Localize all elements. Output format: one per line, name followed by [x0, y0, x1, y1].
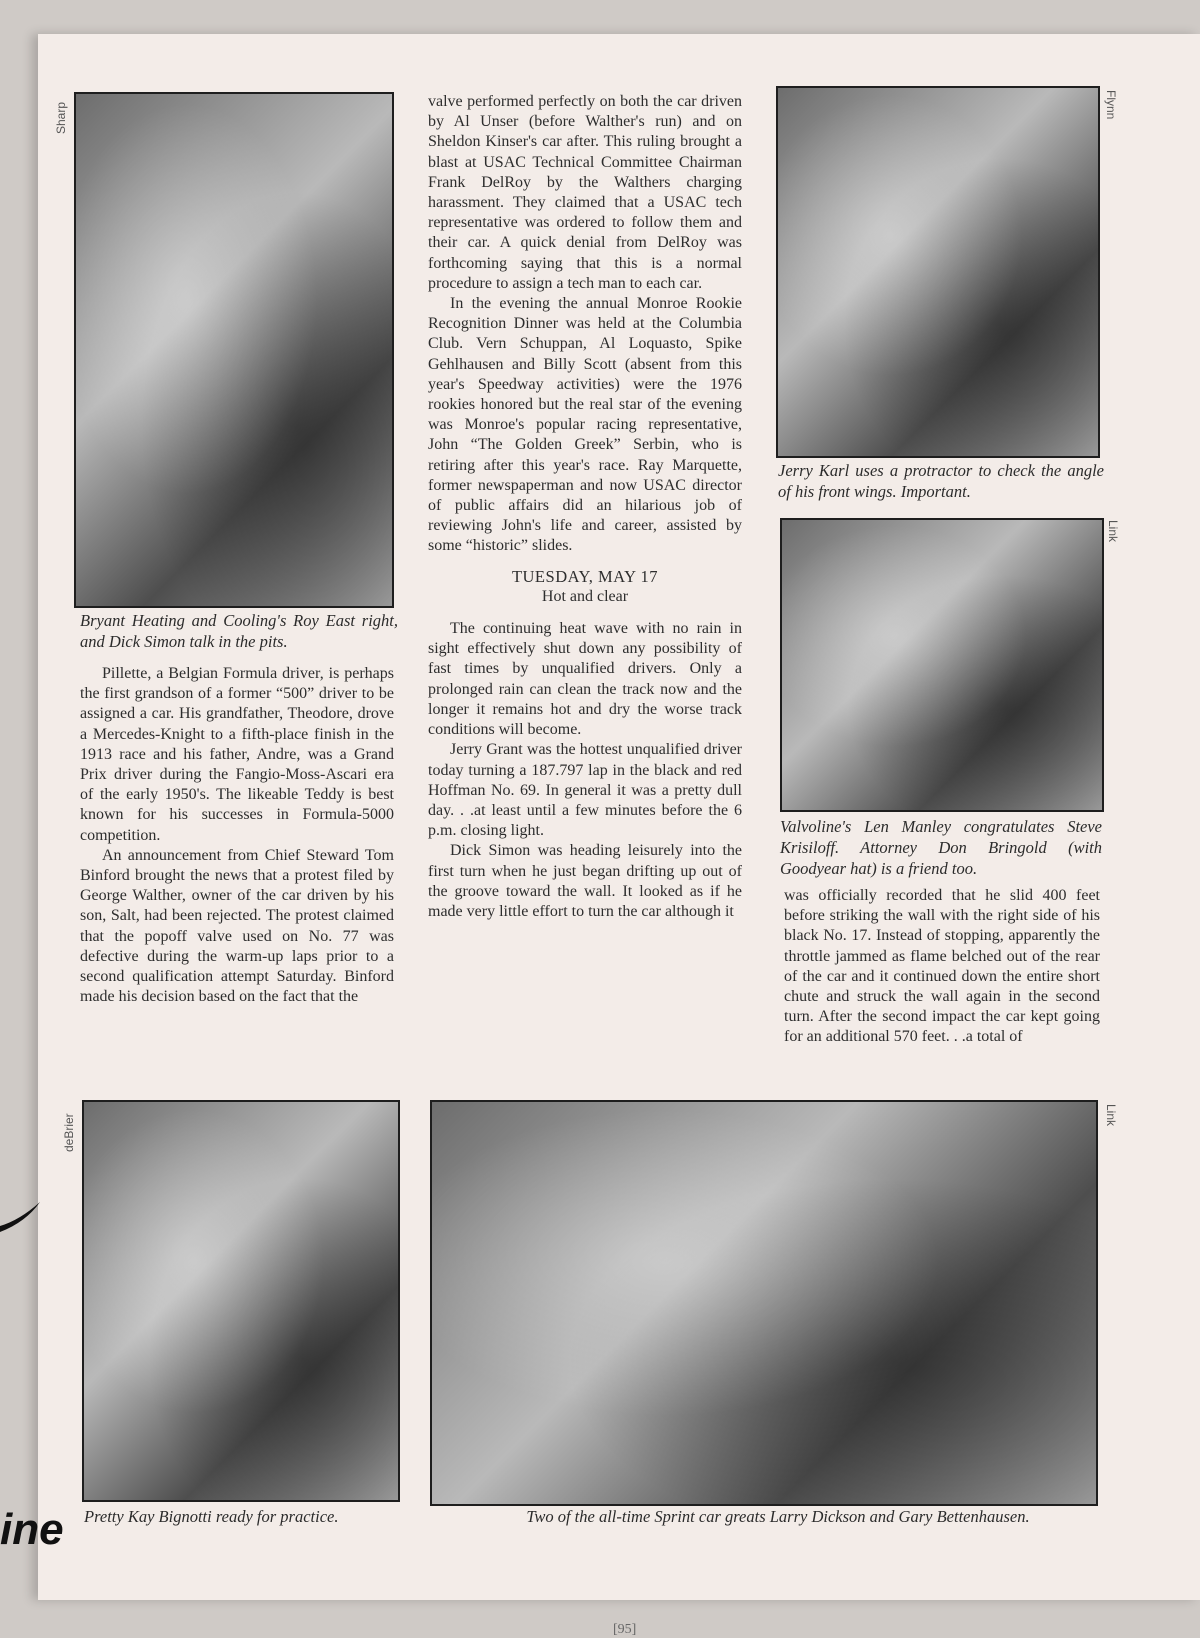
- caption-karl: Jerry Karl uses a protractor to check the angle of his front wings. Important.: [778, 461, 1104, 501]
- photo-manley: [780, 518, 1104, 812]
- credit-flynn: Flynn: [1104, 90, 1118, 120]
- caption-dickson-bettenhausen: Two of the all-time Sprint car greats Larry Dickson and Gary Bettenhausen.: [526, 1507, 1030, 1526]
- paragraph: Dick Simon was heading leisurely into the first turn when he just began drifting up out of the groove toward the wall. It looked as if he made very little effort to turn the car although it: [428, 842, 742, 920]
- page-number: [95]: [613, 1622, 637, 1637]
- paragraph: was officially recorded that he slid 400 feet before striking the wall with the right side of his black No. 17. Instead of stopping, apparently the throttle jammed as flame belched out of the rear of the car and it continued down the entire short chute and struck the wall again in the second turn. After the second impact the car kept going for an additional 570 feet. . .a total of: [784, 887, 1100, 1046]
- credit-link-top: Link: [1106, 520, 1120, 543]
- article-column-1: [80, 664, 394, 1007]
- facing-page-logo-fragment: ine: [0, 1505, 64, 1554]
- caption-manley: Valvoline's Len Manley congratulates Steve Krisiloff. Attorney Don Bringold (with Goodyear hat) is a friend too.: [780, 817, 1102, 878]
- article-column-3: [784, 886, 1100, 1048]
- paragraph: Pillette, a Belgian Formula driver, is perhaps the first grandson of a former “500” driver to be assigned a car. His grandfather, Theodore, drove a Mercedes-Knight to a fifth-place finish in the 1913 race and his father, Andre, was a Grand Prix driver during the Fangio-Moss-Ascari era of the early 1950's. The likeable Teddy is best known for his successes in Formula-5000 competition.: [80, 665, 394, 844]
- paragraph: The continuing heat wave with no rain in sight effectively shut down any possibility of fast times by unqualified drivers. Only a prolonged rain can clean the track now and the longer it remains hot and dry the worse track conditions will become.: [428, 620, 742, 739]
- credit-sharp: Sharp: [54, 101, 68, 134]
- heading-date: TUESDAY, MAY 17: [511, 566, 659, 586]
- paragraph: valve performed perfectly on both the car driven by Al Unser (before Walther's run) and on Sheldon Kinser's car after. This ruling brought a blast at USAC Technical Committee Chairman Frank DelRoy by the Walthers charging harassment. They claimed that a USAC tech representative was ordered to follow them and their car. A quick denial from DelRoy was forthcoming saying that this is a normal procedure to assign a tech man to each car.: [428, 93, 742, 292]
- heading-weather: Hot and clear: [541, 587, 629, 605]
- magazine-page: [38, 34, 1200, 1637]
- photo-bignotti: [82, 1100, 400, 1502]
- photo-dickson-bettenhausen: [430, 1100, 1098, 1506]
- paragraph: Jerry Grant was the hottest unqualified driver today turning a 187.797 lap in the black and red Hoffman No. 69. In general it was a pretty dull day. . .at least until a few minutes before the 6 p.m. closing light.: [428, 741, 742, 840]
- caption-east-simon: Bryant Heating and Cooling's Roy East right, and Dick Simon talk in the pits.: [80, 611, 398, 651]
- date-heading: [428, 567, 742, 607]
- swoosh-graphic: [0, 1196, 40, 1232]
- paragraph: In the evening the annual Monroe Rookie Recognition Dinner was held at the Columbia Club. Vern Schuppan, Al Loquasto, Spike Gehlhausen and Billy Scott (absent from this year's Speedway activities) were the 1976 rookies honored but the real star of the evening was Monroe's popular racing representative, John “The Golden Greek” Serbin, who is retiring after this year's race. Ray Marquette, former newspaperman and now USAC director of public affairs did an hilarious job of reviewing John's life and career, assisted by some “historic” slides.: [428, 295, 742, 555]
- photo-east-simon: [74, 92, 394, 608]
- photo-karl: [776, 86, 1100, 458]
- article-column-2: [428, 92, 742, 922]
- caption-bignotti: Pretty Kay Bignotti ready for practice.: [84, 1507, 339, 1526]
- paragraph: An announcement from Chief Steward Tom Binford brought the news that a protest filed by George Walther, owner of the car driven by his son, Salt, had been rejected. The protest claimed that the popoff valve used on No. 77 was defective during the warm-up laps prior to a second qualification attempt Saturday. Binford made his decision based on the fact that the: [80, 846, 394, 1006]
- credit-debrier: deBrier: [62, 1113, 76, 1152]
- credit-link-bottom: Link: [1104, 1104, 1118, 1127]
